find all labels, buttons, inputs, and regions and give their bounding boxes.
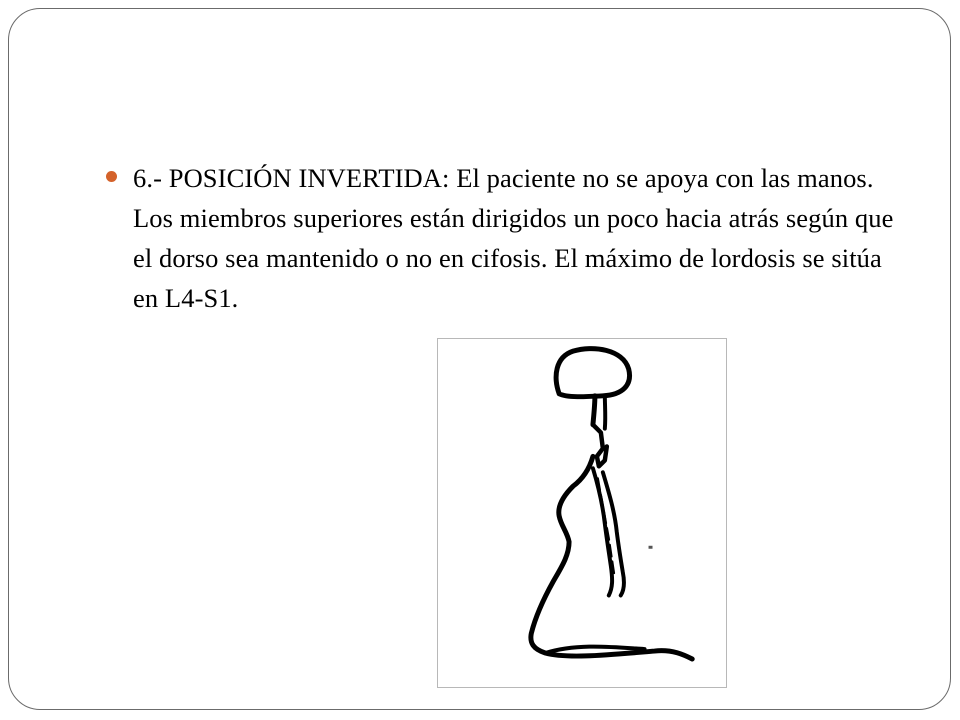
bullet-item <box>106 158 896 318</box>
bullet-marker-icon <box>106 171 117 182</box>
posture-figure <box>437 338 727 688</box>
kneeling-posture-sketch-icon <box>438 339 726 687</box>
stray-mark <box>649 546 653 549</box>
head-outline <box>556 349 629 397</box>
bullet-text: 6.- POSICIÓN INVERTIDA: El paciente no se apoya con las manos. Los miembros superiores están dirigidos un poco hacia atrás según que el dorso sea mantenido o no en cifosis. El máximo de lordosis se sitúa en L4-S1. <box>133 163 894 313</box>
cervical-segment <box>593 425 607 467</box>
neck-line-left <box>593 396 595 425</box>
